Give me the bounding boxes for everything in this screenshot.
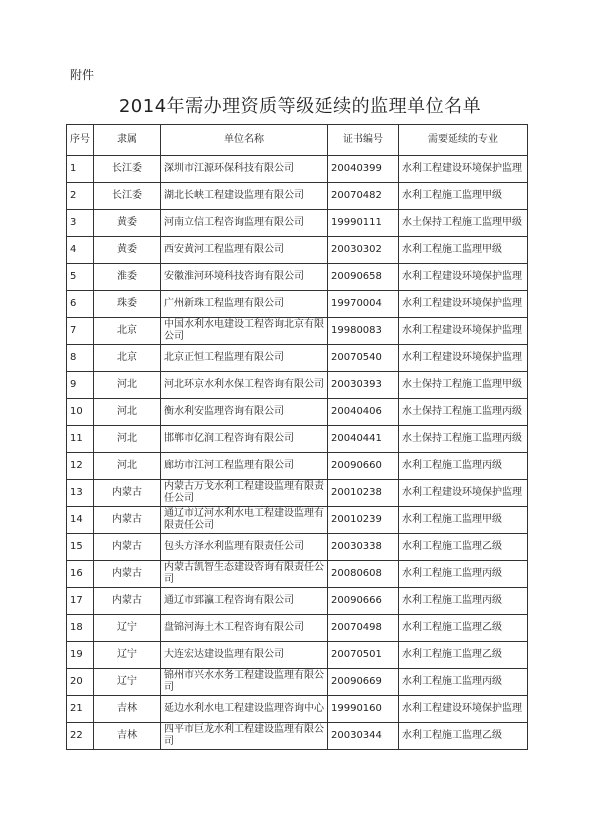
- row-major: 水土保持工程施工监理丙级: [399, 426, 528, 453]
- table-row: [67, 210, 528, 237]
- row-affiliation: 内蒙古: [94, 480, 161, 507]
- row-unit-name: 西安黄河工程监理有限公司: [161, 237, 328, 264]
- row-affiliation: 吉林: [94, 723, 161, 750]
- row-number: 14: [67, 507, 94, 534]
- row-number: 18: [67, 615, 94, 642]
- row-certificate-number: 20090666: [328, 588, 399, 615]
- row-major: 水利工程建设环境保护监理: [399, 696, 528, 723]
- row-certificate-number: 20030344: [328, 723, 399, 750]
- row-major: 水利工程施工监理乙级: [399, 534, 528, 561]
- row-major: 水利工程建设环境保护监理: [399, 318, 528, 345]
- column-header-certificate-number: 证书编号: [328, 125, 399, 156]
- row-affiliation: 河北: [94, 372, 161, 399]
- row-unit-name: 四平市巨龙水利工程建设监理有限公司: [161, 723, 328, 750]
- row-certificate-number: 20030338: [328, 534, 399, 561]
- row-number: 11: [67, 426, 94, 453]
- row-major: 水土保持工程施工监理甲级: [399, 210, 528, 237]
- column-header-affiliation: 隶属: [94, 125, 161, 156]
- table-row: [67, 318, 528, 345]
- table-row: [67, 183, 528, 210]
- row-certificate-number: 20010238: [328, 480, 399, 507]
- page-title: 2014年需办理资质等级延续的监理单位名单: [118, 96, 482, 117]
- row-number: 12: [67, 453, 94, 480]
- row-affiliation: 内蒙古: [94, 507, 161, 534]
- row-number: 21: [67, 696, 94, 723]
- row-affiliation: 北京: [94, 318, 161, 345]
- row-unit-name: 延边水利水电工程建设监理咨询中心: [161, 696, 328, 723]
- row-certificate-number: 20090669: [328, 669, 399, 696]
- row-unit-name: 北京正恒工程监理有限公司: [161, 345, 328, 372]
- row-affiliation: 辽宁: [94, 669, 161, 696]
- row-number: 15: [67, 534, 94, 561]
- table-row: [67, 480, 528, 507]
- table-row: [67, 642, 528, 669]
- row-number: 13: [67, 480, 94, 507]
- attachment-label: 附件: [70, 68, 95, 82]
- row-major: 水利工程施工监理乙级: [399, 615, 528, 642]
- row-certificate-number: 20090660: [328, 453, 399, 480]
- row-affiliation: 吉林: [94, 696, 161, 723]
- row-number: 9: [67, 372, 94, 399]
- row-unit-name: 衡水利安监理咨询有限公司: [161, 399, 328, 426]
- row-unit-name: 通辽市辽河水利水电工程建设监理有限责任公司: [161, 507, 328, 534]
- row-affiliation: 河北: [94, 453, 161, 480]
- row-certificate-number: 19980083: [328, 318, 399, 345]
- row-certificate-number: 20070498: [328, 615, 399, 642]
- row-number: 20: [67, 669, 94, 696]
- row-number: 7: [67, 318, 94, 345]
- table-row: [67, 588, 528, 615]
- row-major: 水利工程施工监理丙级: [399, 561, 528, 588]
- column-header-unit-name: 单位名称: [161, 125, 328, 156]
- row-affiliation: 辽宁: [94, 615, 161, 642]
- row-major: 水利工程施工监理乙级: [399, 642, 528, 669]
- row-major: 水利工程施工监理甲级: [399, 237, 528, 264]
- row-major: 水土保持工程施工监理甲级: [399, 372, 528, 399]
- row-unit-name: 大连宏达建设监理有限公司: [161, 642, 328, 669]
- row-number: 19: [67, 642, 94, 669]
- row-number: 3: [67, 210, 94, 237]
- table-row: [67, 615, 528, 642]
- row-certificate-number: 20010239: [328, 507, 399, 534]
- table-header-row: [67, 125, 528, 156]
- row-major: 水利工程建设环境保护监理: [399, 291, 528, 318]
- row-major: 水利工程施工监理丙级: [399, 453, 528, 480]
- row-major: 水土保持工程施工监理丙级: [399, 399, 528, 426]
- row-unit-name: 盘锦河海土木工程咨询有限公司: [161, 615, 328, 642]
- row-unit-name: 邯郸市亿润工程咨询有限公司: [161, 426, 328, 453]
- table-row: [67, 399, 528, 426]
- row-number: 10: [67, 399, 94, 426]
- row-unit-name: 内蒙古凯智生态建设咨询有限责任公司: [161, 561, 328, 588]
- row-affiliation: 内蒙古: [94, 588, 161, 615]
- row-major: 水利工程施工监理丙级: [399, 669, 528, 696]
- row-unit-name: 安徽淮河环境科技咨询有限公司: [161, 264, 328, 291]
- row-unit-name: 湖北长峡工程建设监理有限公司: [161, 183, 328, 210]
- row-affiliation: 黄委: [94, 237, 161, 264]
- row-number: 16: [67, 561, 94, 588]
- row-certificate-number: 20070540: [328, 345, 399, 372]
- table-row: [67, 453, 528, 480]
- row-major: 水利工程建设环境保护监理: [399, 345, 528, 372]
- row-unit-name: 深圳市江源环保科技有限公司: [161, 156, 328, 183]
- row-number: 5: [67, 264, 94, 291]
- row-unit-name: 河北环京水利水保工程咨询有限公司: [161, 372, 328, 399]
- row-number: 1: [67, 156, 94, 183]
- row-unit-name: 包头方泽水利监理有限责任公司: [161, 534, 328, 561]
- table-row: [67, 669, 528, 696]
- table-row: [67, 507, 528, 534]
- table-row: [67, 345, 528, 372]
- table-row: [67, 696, 528, 723]
- row-affiliation: 长江委: [94, 183, 161, 210]
- row-major: 水利工程施工监理乙级: [399, 723, 528, 750]
- row-major: 水利工程建设环境保护监理: [399, 264, 528, 291]
- row-unit-name: 中国水利水电建设工程咨询北京有限公司: [161, 318, 328, 345]
- table-row: [67, 237, 528, 264]
- row-number: 4: [67, 237, 94, 264]
- row-certificate-number: 20040399: [328, 156, 399, 183]
- row-unit-name: 锦州市兴水水务工程建设监理有限公司: [161, 669, 328, 696]
- row-number: 17: [67, 588, 94, 615]
- row-number: 2: [67, 183, 94, 210]
- table-row: [67, 561, 528, 588]
- row-certificate-number: 20070482: [328, 183, 399, 210]
- column-header-number: 序号: [67, 125, 94, 156]
- row-certificate-number: 19990160: [328, 696, 399, 723]
- table-row: [67, 723, 528, 750]
- row-major: 水利工程建设环境保护监理: [399, 156, 528, 183]
- row-unit-name: 廊坊市江河工程监理有限公司: [161, 453, 328, 480]
- row-certificate-number: 20090658: [328, 264, 399, 291]
- row-number: 22: [67, 723, 94, 750]
- row-certificate-number: 20030393: [328, 372, 399, 399]
- table-row: [67, 264, 528, 291]
- row-unit-name: 内蒙古万戈水利工程建设监理有限责任公司: [161, 480, 328, 507]
- table-body: [67, 156, 528, 750]
- row-certificate-number: 20070501: [328, 642, 399, 669]
- row-unit-name: 通辽市郅瀛工程咨询有限公司: [161, 588, 328, 615]
- row-number: 8: [67, 345, 94, 372]
- row-certificate-number: 20040441: [328, 426, 399, 453]
- row-affiliation: 内蒙古: [94, 561, 161, 588]
- column-header-major: 需要延续的专业: [399, 125, 528, 156]
- table-row: [67, 372, 528, 399]
- row-certificate-number: 20080608: [328, 561, 399, 588]
- row-major: 水利工程施工监理甲级: [399, 507, 528, 534]
- row-affiliation: 淮委: [94, 264, 161, 291]
- row-certificate-number: 20040406: [328, 399, 399, 426]
- row-unit-name: 河南立信工程咨询监理有限公司: [161, 210, 328, 237]
- table-row: [67, 156, 528, 183]
- supervision-units-table: [66, 124, 528, 750]
- row-major: 水利工程施工监理甲级: [399, 183, 528, 210]
- row-major: 水利工程建设环境保护监理: [399, 480, 528, 507]
- row-certificate-number: 19990111: [328, 210, 399, 237]
- row-affiliation: 辽宁: [94, 642, 161, 669]
- table-row: [67, 291, 528, 318]
- row-affiliation: 河北: [94, 426, 161, 453]
- row-affiliation: 珠委: [94, 291, 161, 318]
- row-certificate-number: 19970004: [328, 291, 399, 318]
- row-affiliation: 内蒙古: [94, 534, 161, 561]
- row-major: 水利工程施工监理丙级: [399, 588, 528, 615]
- row-affiliation: 长江委: [94, 156, 161, 183]
- row-certificate-number: 20030302: [328, 237, 399, 264]
- row-affiliation: 河北: [94, 399, 161, 426]
- row-number: 6: [67, 291, 94, 318]
- row-unit-name: 广州新珠工程监理有限公司: [161, 291, 328, 318]
- table-row: [67, 534, 528, 561]
- row-affiliation: 黄委: [94, 210, 161, 237]
- row-affiliation: 北京: [94, 345, 161, 372]
- table-row: [67, 426, 528, 453]
